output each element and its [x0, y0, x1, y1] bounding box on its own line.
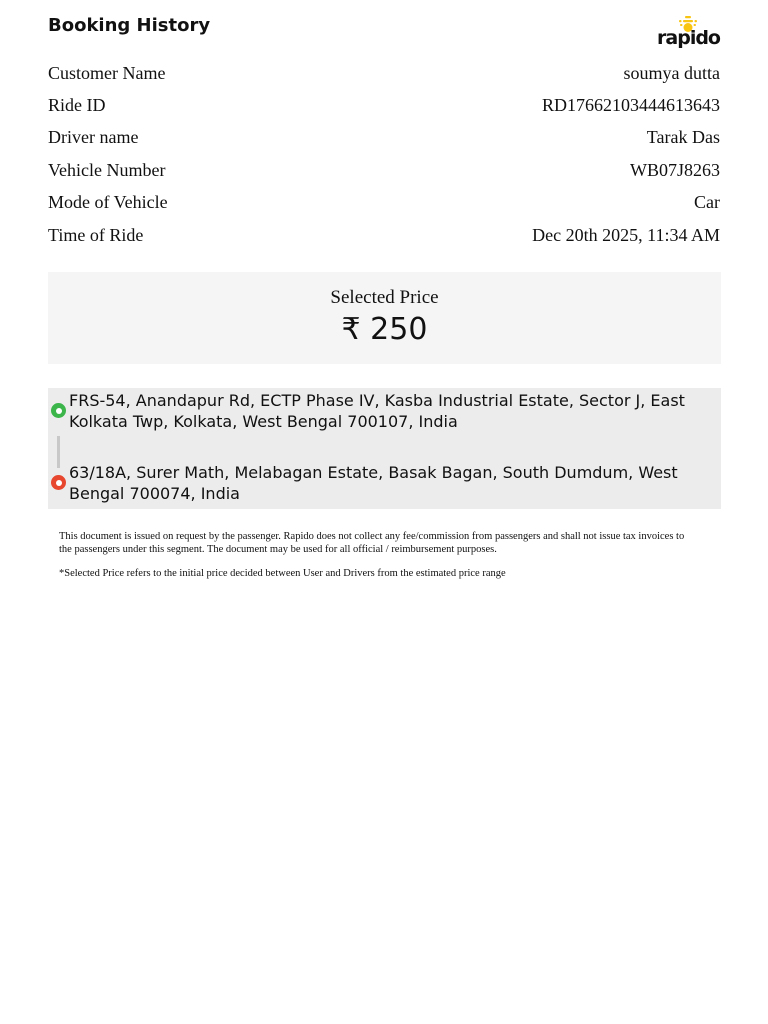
route-box: [48, 388, 721, 509]
detail-row-mode-of-vehicle: [48, 187, 720, 219]
price-note-text: *Selected Price refers to the initial price decided between User and Drivers from the estimated price range: [59, 568, 506, 579]
detail-row-customer-name: [48, 57, 720, 89]
detail-label: Time of Ride: [48, 224, 144, 245]
detail-row-driver-name: [48, 122, 720, 154]
detail-row-ride-id: [48, 89, 720, 121]
drop-address: 63/18A, Surer Math, Melabagan Estate, Basak Bagan, South Dumdum, West Bengal 700074, India: [69, 463, 678, 503]
detail-value: soumya dutta: [623, 62, 720, 83]
detail-value: WB07J8263: [630, 159, 720, 180]
detail-label: Customer Name: [48, 62, 166, 83]
logo-wordmark: rapido: [657, 27, 720, 49]
price-label: Selected Price: [330, 287, 439, 308]
rapido-logo: [656, 14, 720, 54]
page-title: Booking History: [48, 15, 211, 36]
footer-notes: [59, 531, 699, 581]
detail-label: Mode of Vehicle: [48, 192, 168, 213]
detail-value: Dec 20th 2025, 11:34 AM: [532, 224, 720, 245]
drop-marker-icon: [51, 475, 66, 490]
detail-value: RD17662103444613643: [541, 95, 720, 116]
pickup-marker-icon: [51, 403, 66, 418]
detail-label: Driver name: [48, 127, 139, 148]
pickup-address: FRS-54, Anandapur Rd, ECTP Phase IV, Kasba Industrial Estate, Sector J, East Kolkata Twp, Kolkata, West Bengal 700107, India: [69, 391, 685, 431]
route-connector-line: [57, 436, 60, 468]
disclaimer-text: This document is issued on request by the passenger. Rapido does not collect any fee/commission from passengers and shall not issue tax invoices to the passengers under this segment. The document may be used for all official / reimbursement purposes.: [59, 531, 685, 555]
price-amount: ₹ 250: [341, 312, 428, 347]
detail-row-vehicle-number: [48, 154, 720, 186]
ride-details: [48, 57, 720, 251]
detail-label: Ride ID: [48, 95, 106, 116]
detail-value: Car: [694, 192, 720, 213]
detail-value: Tarak Das: [646, 127, 720, 148]
header: [48, 14, 720, 54]
detail-row-time-of-ride: [48, 219, 720, 251]
detail-label: Vehicle Number: [48, 159, 166, 180]
selected-price-box: [48, 272, 721, 364]
